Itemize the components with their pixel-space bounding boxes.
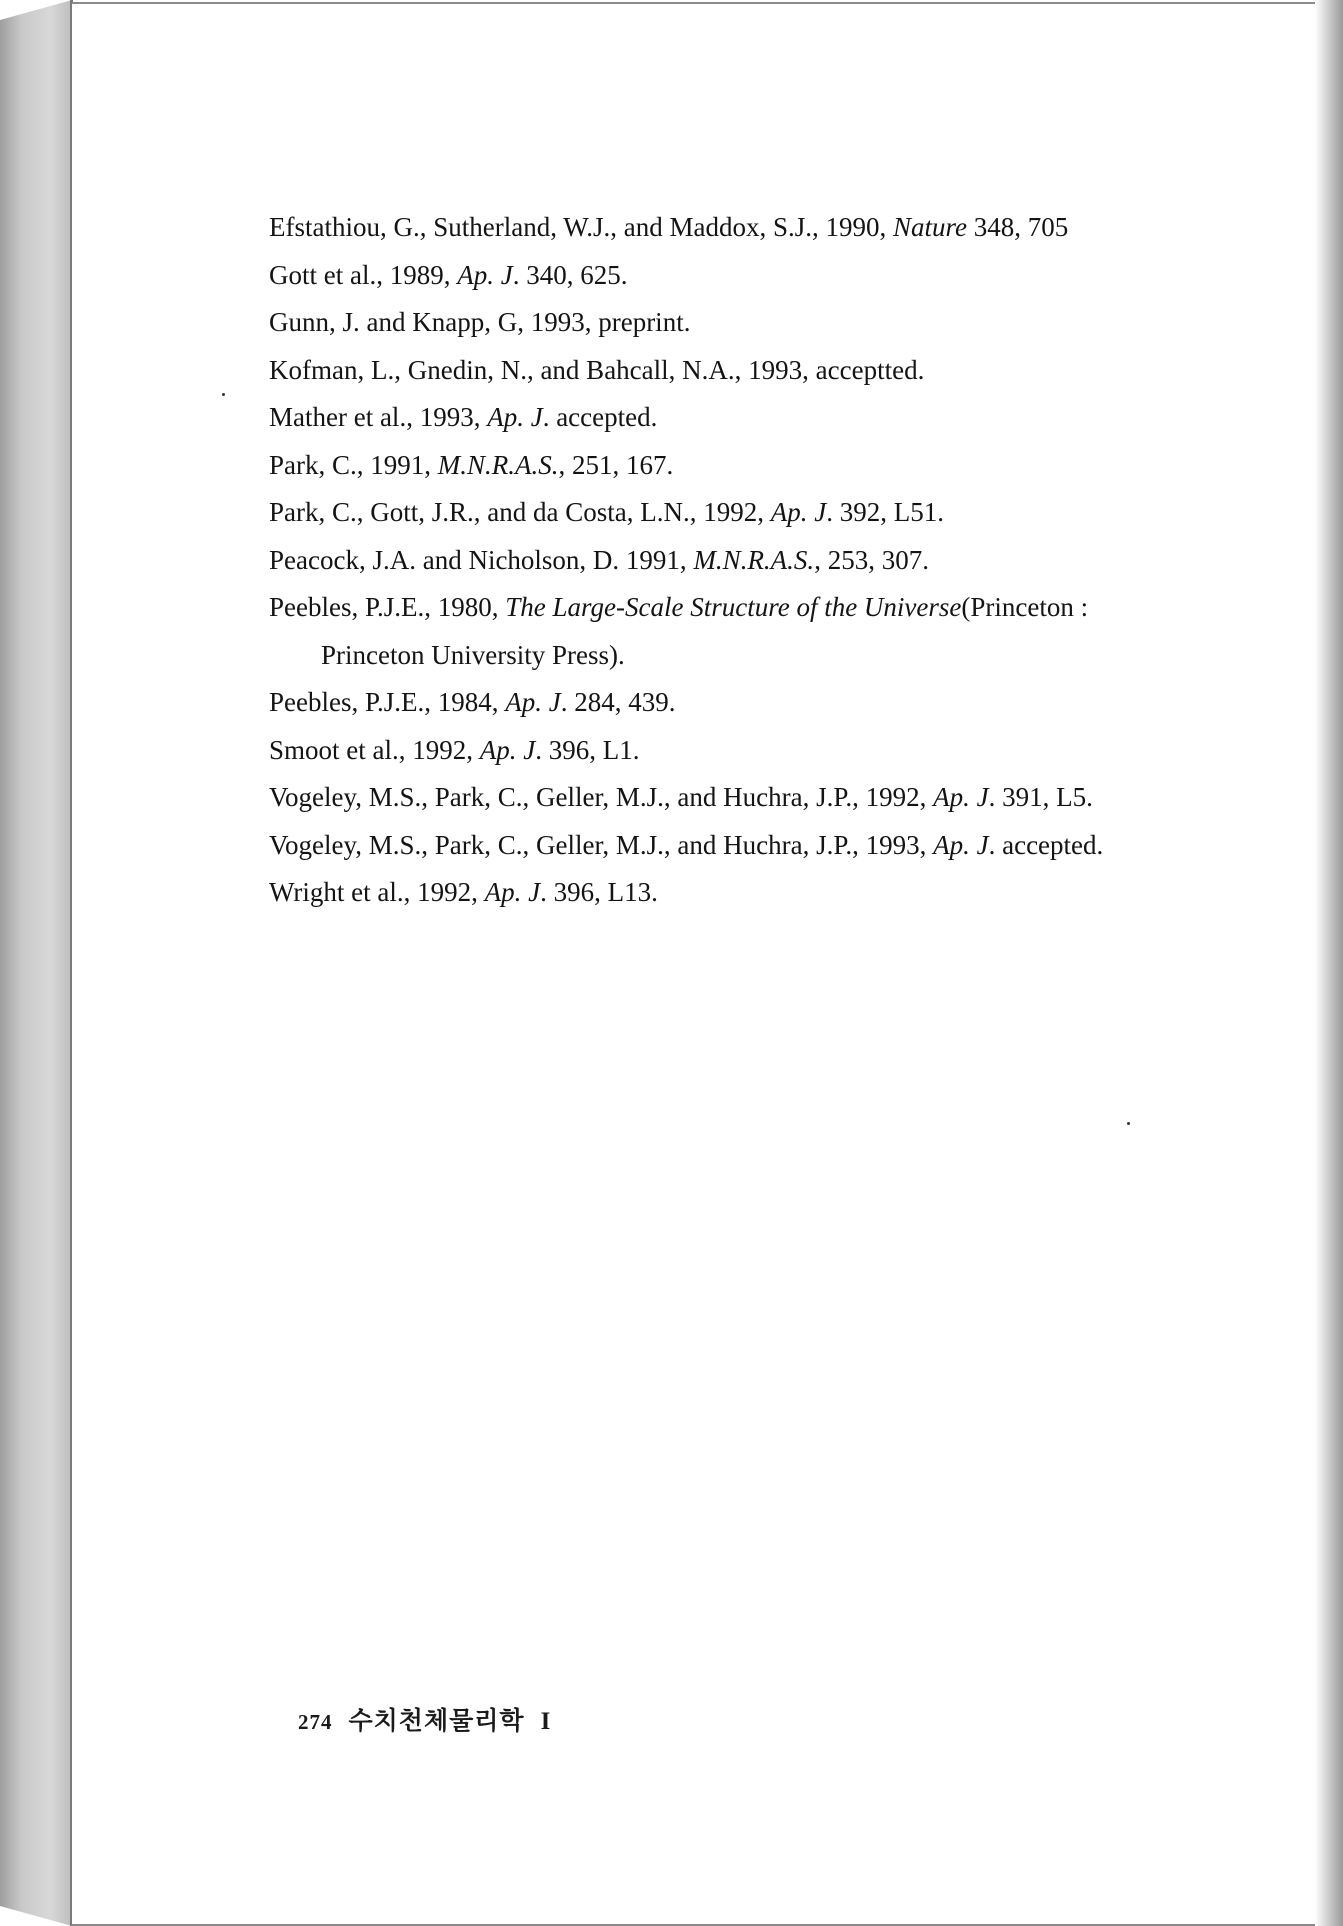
reference-item (269, 252, 1229, 300)
reference-italic: M.N.R.A.S. (437, 449, 559, 480)
reference-item (269, 822, 1229, 870)
reference-list (269, 204, 1229, 917)
reference-item (269, 347, 1229, 395)
reference-continuation: Princeton University Press). (321, 639, 625, 670)
reference-text: Gunn, J. and Knapp, G, 1993, preprint. (269, 307, 691, 337)
reference-italic: Ap. J (479, 734, 536, 765)
reference-italic: Ap. J (933, 782, 989, 812)
reference-text: Park, C., 1991, (269, 449, 438, 480)
reference-italic: Ap. J (933, 829, 989, 860)
reference-text: Park, C., Gott, J.R., and da Costa, L.N., 1992, (269, 497, 771, 527)
reference-item (269, 727, 1229, 775)
reference-text: . 284, 439. (560, 687, 676, 717)
page-number: 274 (298, 1710, 333, 1734)
page-edge-shadow (1315, 0, 1343, 1926)
scan-speck (222, 393, 225, 396)
scan-speck (1127, 1122, 1130, 1125)
reference-text: . accepted. (542, 402, 658, 432)
reference-text: , 251, 167. (558, 449, 674, 480)
reference-text: Mather et al., 1993, (269, 402, 488, 432)
book-spine (0, 0, 72, 1926)
reference-text: , 253, 307. (814, 544, 929, 575)
reference-italic: The Large-Scale Structure of the Universe (505, 592, 962, 622)
reference-item (269, 774, 1229, 822)
reference-text: Smoot et al., 1992, (269, 734, 480, 765)
page-footer (298, 1701, 551, 1737)
reference-text: 348, 705 (966, 212, 1069, 242)
reference-italic: Nature (892, 212, 967, 242)
reference-item (269, 204, 1229, 252)
reference-text: Wright et al., 1992, (269, 877, 485, 907)
reference-text: Efstathiou, G., Sutherland, W.J., and Maddox, S.J., 1990, (269, 212, 893, 242)
reference-text: . accepted. (988, 829, 1104, 860)
reference-item (269, 537, 1229, 585)
reference-italic: Ap. J (487, 402, 543, 432)
reference-text: . 392, L51. (826, 497, 944, 527)
book-title: 수치천체물리학 (348, 1708, 525, 1735)
reference-text: Vogeley, M.S., Park, C., Geller, M.J., and Huchra, J.P., 1993, (269, 829, 934, 860)
reference-text: Gott et al., 1989, (269, 259, 458, 290)
reference-text: . 340, 625. (512, 259, 628, 290)
reference-item (269, 679, 1229, 727)
reference-text: Peacock, J.A. and Nicholson, D. 1991, (269, 544, 694, 575)
reference-item (269, 394, 1229, 442)
reference-item (269, 489, 1229, 537)
reference-text: . 396, L13. (540, 877, 658, 907)
volume-number: I (540, 1708, 552, 1735)
reference-text: . 391, L5. (988, 782, 1093, 812)
reference-text: Peebles, P.J.E., 1984, (269, 687, 506, 717)
reference-italic: M.N.R.A.S. (693, 544, 815, 575)
reference-text: Peebles, P.J.E., 1980, (269, 592, 506, 622)
reference-text: . 396, L1. (535, 734, 640, 765)
reference-item (269, 442, 1229, 490)
reference-text: Vogeley, M.S., Park, C., Geller, M.J., and Huchra, J.P., 1992, (269, 782, 934, 812)
reference-text: Kofman, L., Gnedin, N., and Bahcall, N.A., 1993, acceptted. (269, 354, 925, 385)
reference-item (269, 299, 1229, 347)
reference-italic: Ap. J (457, 259, 513, 290)
reference-italic: Ap. J (484, 877, 541, 907)
reference-item (269, 869, 1229, 917)
reference-italic: Ap. J (770, 497, 827, 527)
reference-item (269, 584, 1229, 679)
reference-italic: Ap. J (505, 687, 561, 717)
reference-text: (Princeton : (961, 592, 1089, 622)
